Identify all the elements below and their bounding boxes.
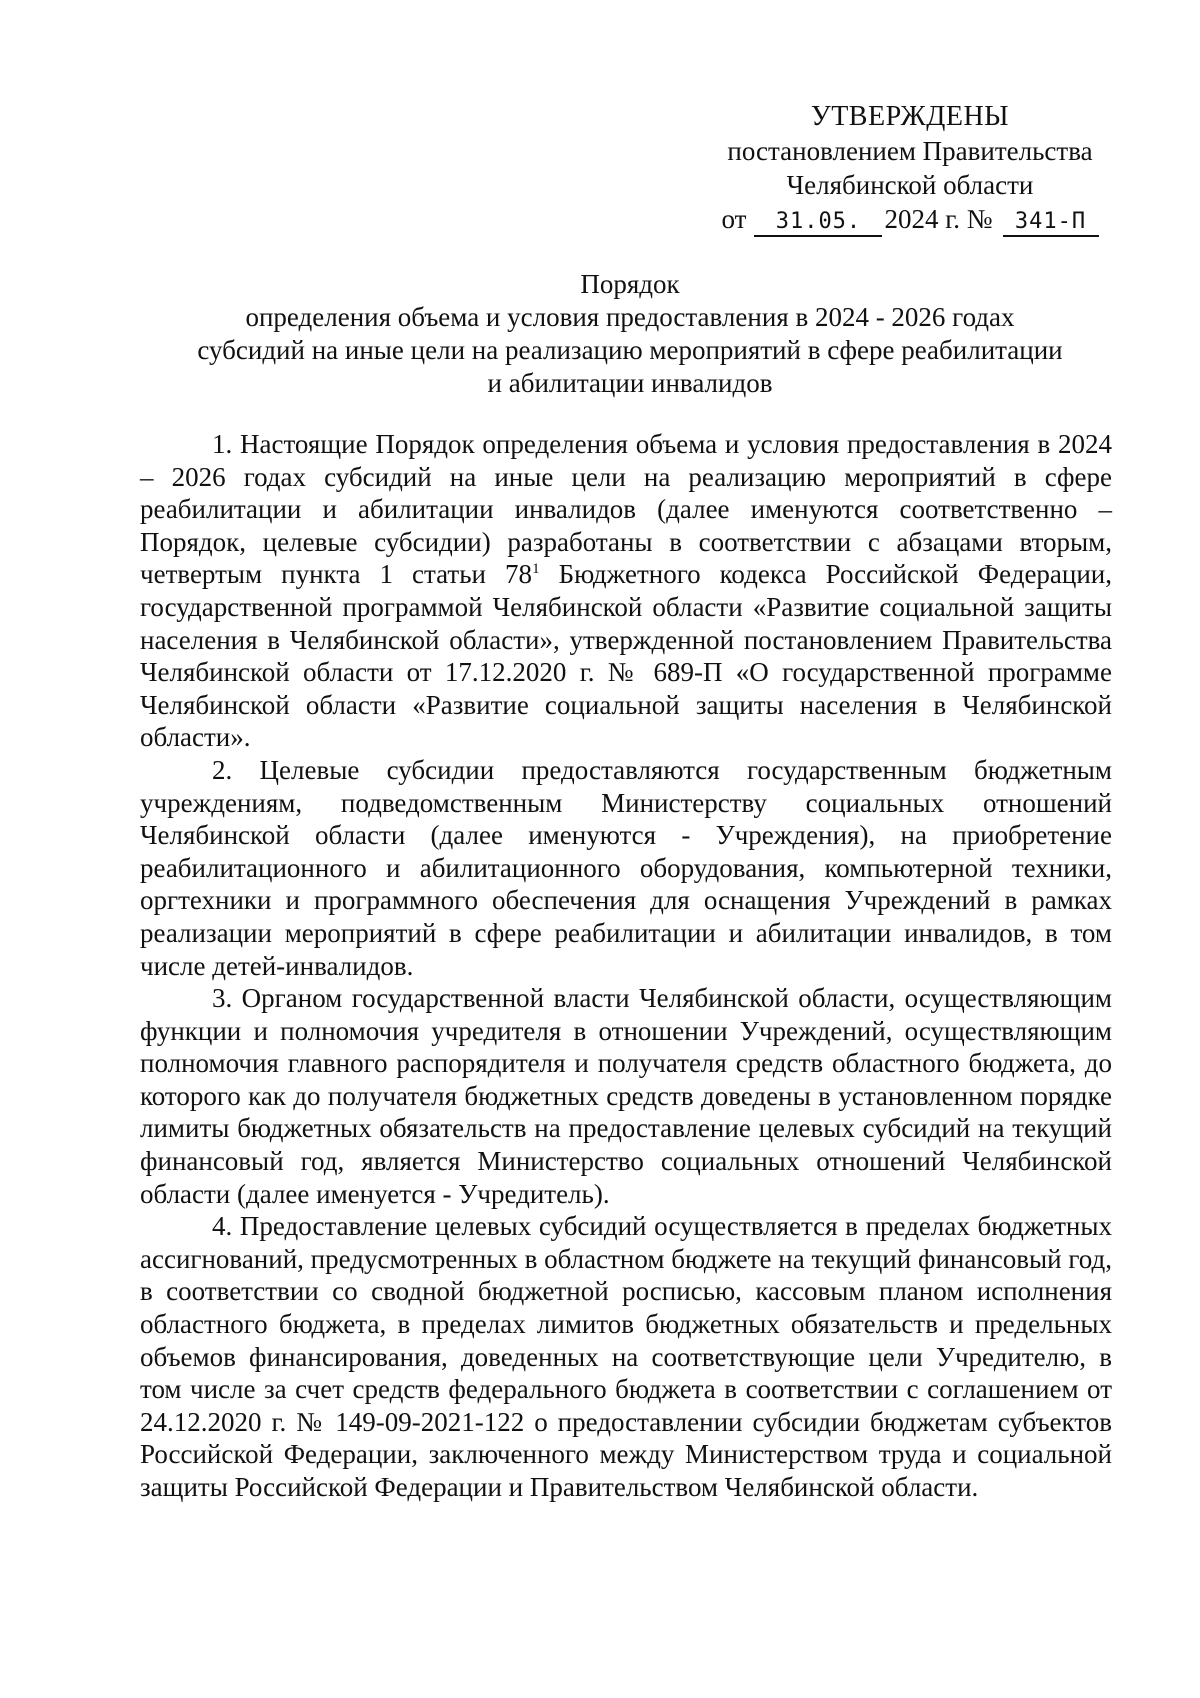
paragraph-4: 4. Предоставление целевых субсидий осуществляется в пределах бюджетных ассигнований, предусмотренных в областном бюджете на текущий финансовый год, в соответствии со сводной бюджетной росписью, кассовым планом исполнения областного бюджета, в пределах лимитов бюджетных обязательств и предельных объемов финансирования, доведенных на соответствующие цели Учредителю, в том числе за счет средств федерального бюджета в соответствии с соглашением от 24.12.2020 г. № 149-09-2021-122 о предоставлении субсидии бюджетам субъектов Российской Федерации, заключенного между Министерством труда и социальной защиты Российской Федерации и Правительством Челябинской области.: [140, 1211, 1112, 1502]
document-subtitle-line-2: субсидий на иные цели на реализацию мероприятий в сфере реабилитации: [197, 335, 1063, 365]
date-prefix: от: [721, 204, 747, 234]
document-title-block: [140, 268, 1120, 400]
approval-line-2: Челябинской области: [786, 170, 1034, 200]
number-field: 341-П: [1003, 209, 1099, 237]
date-field: 31.05.: [754, 209, 882, 237]
document-subtitle-line-1: определения объема и условия предоставления в 2024 - 2026 годах: [245, 302, 1015, 332]
paragraph-1-text-b: Бюджетного кодекса Российской Федерации, государственной программой Челябинской области «Развитие социальной защиты населения в Челябинской области», утвержденной постановлением Правительства Челябинской области от 17.12.2020 г. № 689-П «О государственной программе Челябинской области «Развитие социальной защиты населения в Челябинской области».: [140, 559, 1113, 753]
paragraph-1: [140, 428, 1112, 754]
approval-date-line: [700, 202, 1120, 237]
document-body: [140, 428, 1112, 1504]
paragraph-1-superscript: 1: [532, 561, 540, 578]
paragraph-2: 2. Целевые субсидии предоставляются государственным бюджетным учреждениям, подведомственным Министерству социальных отношений Челябинской области (далее именуются - Учреждения), на приобретение реабилитационного и абилитационного оборудования, компьютерной техники, оргтехники и программного обеспечения для оснащения Учреждений в рамках реализации мероприятий в сфере реабилитации и абилитации инвалидов, в том числе детей-инвалидов.: [140, 754, 1112, 981]
approval-title: УТВЕРЖДЕНЫ: [810, 101, 1010, 132]
paragraph-1-text-a: 1. Настоящие Порядок определения объема и условия предоставления в 2024 – 2026 годах субсидий на иные цели на реализацию мероприятий в сфере реабилитации и абилитации инвалидов (далее именуются соответственно – Порядок, целевые субсидии) разработаны в соответствии с абзацами вторым, четвертым пункта 1 статьи 78: [140, 429, 1112, 590]
paragraph-3: 3. Органом государственной власти Челябинской области, осуществляющим функции и полномочия учредителя в отношении Учреждений, осуществляющим полномочия главного распорядителя и получателя средств областного бюджета, до которого как до получателя бюджетных средств доведены в установленном порядке лимиты бюджетных обязательств на предоставление целевых субсидий на текущий финансовый год, является Министерство социальных отношений Челябинской области (далее именуется - Учредитель).: [140, 983, 1112, 1209]
approval-stamp: [700, 100, 1120, 237]
document-heading: Порядок: [580, 269, 680, 299]
year-suffix: 2024 г. №: [884, 204, 993, 234]
approval-line-1: постановлением Правительства: [727, 136, 1093, 166]
document-subtitle-line-3: и абилитации инвалидов: [487, 368, 773, 398]
